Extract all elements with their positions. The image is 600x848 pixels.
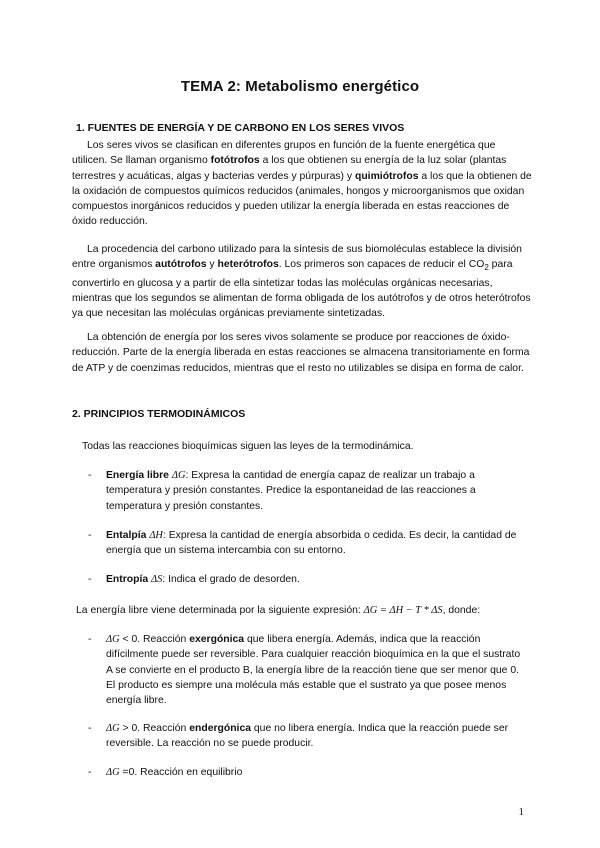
list-item bbox=[88, 632, 528, 708]
text-run: Los seres vivos se clasifican en diferentes grupos en función de la fuente energética que utilicen. Se llaman organismo bbox=[72, 140, 496, 167]
bullet-dash: - bbox=[88, 723, 92, 734]
subscript: 2 bbox=[484, 263, 489, 273]
section-1-heading: 1. FUENTES DE ENERGÍA Y DE CARBONO EN LOS SERES VIVOS bbox=[76, 122, 405, 134]
item-text: : Expresa la cantidad de energía absorbida o cedida. Es decir, la cantidad de energía que un sistema intercambia con su entorno. bbox=[106, 530, 517, 557]
item-text: que libera energía. Además, indica que la reacción difícilmente puede ser reversible. Para cualquier reacción bioquímica en la que el sustrato A se convierte en el producto B, la energía libre de la reacción tiene que ser menor que 0. El producto es siempre una molécula más estable que el sustrato ya que posee menos energía libre. bbox=[106, 634, 521, 707]
text-run: La procedencia del carbono utilizado para la síntesis de sus biomoléculas establece la división entre organismos bbox=[72, 244, 522, 271]
gibbs-expression: ΔG = ΔH − T * ΔS bbox=[363, 605, 443, 616]
list-item bbox=[88, 765, 528, 780]
text-run: , donde: bbox=[442, 605, 481, 616]
expression-line bbox=[76, 605, 480, 616]
text-run: y bbox=[206, 259, 218, 271]
term-fototrofos: fotótrofos bbox=[210, 155, 260, 167]
math-symbol: ΔS bbox=[151, 574, 163, 585]
list-item bbox=[88, 721, 528, 752]
term-autotrofos: autótrofos bbox=[155, 259, 207, 271]
text-run: . Los primeros son capaces de reducir el CO bbox=[278, 259, 485, 271]
section-2-heading: 2. PRINCIPIOS TERMODINÁMICOS bbox=[72, 408, 246, 420]
term-label: Entalpía bbox=[106, 530, 150, 541]
term-quimiotrofos: quimiótrofos bbox=[354, 170, 419, 182]
math-symbol: ΔG bbox=[106, 723, 120, 734]
text-run: . Reacción bbox=[137, 634, 190, 645]
section-1-paragraph-2 bbox=[72, 242, 532, 322]
list-item bbox=[88, 468, 528, 514]
section-2-intro: Todas las reacciones bioquímicas siguen las leyes de la termodinámica. bbox=[82, 441, 414, 452]
bullet-dash: - bbox=[88, 530, 92, 541]
term-label: Energía libre bbox=[106, 470, 172, 481]
page-number: 1 bbox=[518, 806, 524, 818]
text-run: a los que la obtienen de la oxidación de compuestos químicos reducidos (animales, hongos y microorganismos que oxidan compuestos inorgánicos reducidos y pueden utilizar la energía liberada en estas reacciones de óxido reducción. bbox=[72, 170, 532, 228]
section-1-paragraph-3 bbox=[72, 330, 532, 376]
term-label: Entropía bbox=[106, 574, 152, 585]
section-1-paragraph-1 bbox=[72, 138, 532, 230]
item-text: : Indica el grado de desorden. bbox=[162, 574, 300, 585]
item-text: que no libera energía. Indica que la reacción puede ser reversible. La reacción no se puede producir. bbox=[106, 723, 509, 750]
bullet-dash: - bbox=[88, 767, 92, 778]
text-run: para convertirlo en glucosa y a partir de ella sintetizar todas las moléculas orgánicas necesarias, mientras que los segundos se alimentan de forma obligada de los autótrofos y de otros heterótrofos ya que necesitan las moléculas orgánicas previamente sintetizadas. bbox=[72, 259, 531, 320]
term-endergonica: endergónica bbox=[189, 723, 251, 734]
condition: =0 bbox=[119, 767, 135, 778]
math-symbol: ΔG bbox=[106, 767, 120, 778]
text-run: . Reacción bbox=[137, 723, 190, 734]
term-exergonica: exergónica bbox=[189, 634, 245, 645]
item-text: : Expresa la cantidad de energía capaz de realizar un trabajo a temperatura y presión constantes. Predice la espontaneidad de las reacciones a temperatura y presión constantes. bbox=[106, 470, 476, 512]
text-run: . Reacción en equilibrio bbox=[134, 767, 243, 778]
page-title: TEMA 2: Metabolismo energético bbox=[180, 78, 420, 95]
bullet-dash: - bbox=[88, 470, 92, 481]
text-run: La energía libre viene determinada por la siguiente expresión: bbox=[76, 605, 364, 616]
condition: > 0 bbox=[119, 723, 138, 734]
math-symbol: ΔG bbox=[106, 634, 120, 645]
math-symbol: ΔG bbox=[171, 470, 186, 481]
term-heterotrofos: heterótrofos bbox=[217, 259, 279, 271]
list-item bbox=[88, 528, 528, 559]
text-run: La obtención de energía por los seres vivos solamente se produce por reacciones de óxido-reducción. Parte de la energía liberada en estas reacciones se almacena transitoriamente en forma de ATP y de coenzimas reducidos, mientras que el resto no utilizables se disipa en forma de calor. bbox=[72, 332, 530, 374]
list-item bbox=[88, 572, 528, 587]
bullet-dash: - bbox=[88, 574, 92, 585]
text-run: a los que obtienen su energía de la luz solar (plantas terrestres y acuáticas, algas y bacterias verdes y púrpuras) y bbox=[72, 155, 507, 182]
math-symbol: ΔH bbox=[149, 530, 163, 541]
bullet-dash: - bbox=[88, 634, 92, 645]
condition: < 0 bbox=[119, 634, 138, 645]
